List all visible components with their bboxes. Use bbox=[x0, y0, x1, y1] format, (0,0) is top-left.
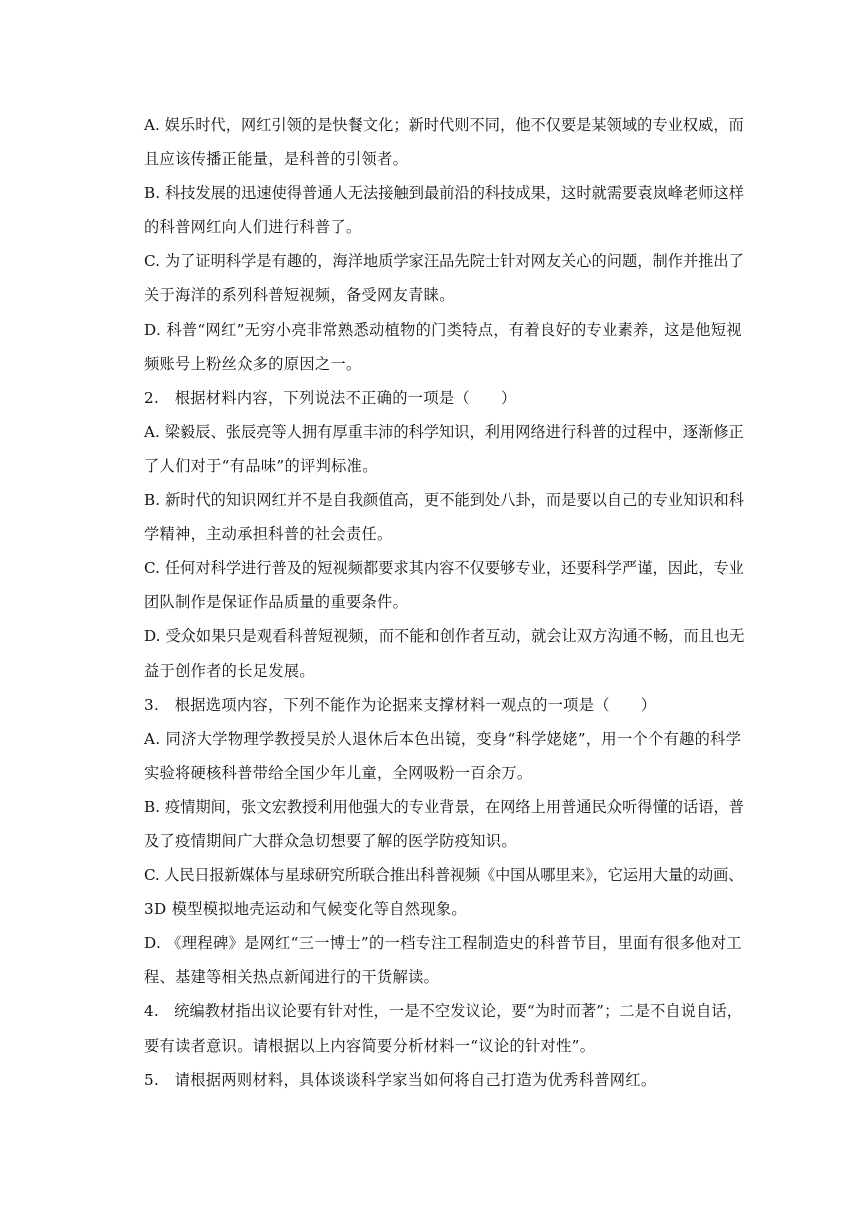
option-1a-line-1: A. 娱乐时代，网红引领的是快餐文化；新时代则不同，他不仅要是某领域的专业权威，而 bbox=[144, 116, 744, 134]
option-2d-line-1: D. 受众如果只是观看科普短视频，而不能和创作者互动，就会让双方沟通不畅，而且也无 bbox=[144, 627, 745, 646]
question-text-block bbox=[144, 108, 744, 1097]
option-3d-line-2: 程、基建等相关热点新闻进行的干货解读。 bbox=[144, 968, 440, 987]
question-4-line-1: 4. 统编教材指出议论要有针对性，一是不空发议论，要“为时而著”；二是不自说自话， bbox=[144, 1002, 743, 1021]
option-2c-line-1: C. 任何对科学进行普及的短视频都要求其内容不仅要够专业，还要科学严谨，因此，专业 bbox=[144, 559, 744, 578]
option-3b-line-2: 及了疫情期间广大群众急切想要了解的医学防疫知识。 bbox=[144, 831, 517, 850]
option-1c-line-1: C. 为了证明科学是有趣的，海洋地质学家汪品先院士针对网友关心的问题，制作并推出了 bbox=[144, 252, 744, 271]
option-2c-line-2: 团队制作是保证作品质量的重要条件。 bbox=[144, 593, 409, 612]
option-3a-line-2: 实验将硬核科普带给全国少年儿童，全网吸粉一百余万。 bbox=[144, 763, 533, 782]
option-3a-line-1: A. 同济大学物理学教授吴於人退休后本色出镜，变身“科学姥姥”，用一个个有趣的科学 bbox=[144, 729, 742, 748]
question-3-stem: 3. 根据选项内容，下列不能作为论据来支撑材料一观点的一项是（ ） bbox=[144, 695, 657, 714]
option-2a-line-2: 了人们对于“有品味”的评判标准。 bbox=[144, 456, 378, 475]
option-3b-line-1: B. 疫情期间，张文宏教授利用他强大的专业背景，在网络上用普通民众听得懂的话语，普 bbox=[144, 797, 744, 816]
option-3d-line-1: D. 《理程碑》是网红“三一博士”的一档专注工程制造史的科普节目，里面有很多他对工 bbox=[144, 934, 742, 953]
option-2b-line-2: 学精神，主动承担科普的社会责任。 bbox=[144, 525, 393, 544]
option-2b-line-1: B. 新时代的知识网红并不是自我颜值高，更不能到处八卦，而是要以自己的专业知识和科 bbox=[144, 491, 744, 510]
option-1a-line-2: 且应该传播正能量，是科普的引领者。 bbox=[144, 150, 409, 169]
option-3c-line-2: 3D 模型模拟地壳运动和气候变化等自然现象。 bbox=[144, 900, 467, 919]
question-5-stem: 5. 请根据两则材料，具体谈谈科学家当如何将自己打造为优秀科普网红。 bbox=[144, 1070, 657, 1089]
option-3c-line-1: C. 人民日报新媒体与星球研究所联合推出科普视频《中国从哪里来》，它运用大量的动画、 bbox=[144, 866, 744, 885]
option-1c-line-2: 关于海洋的系列科普短视频，备受网友青睐。 bbox=[144, 286, 455, 305]
option-1d-line-1: D. 科普“网红”无穷小亮非常熟悉动植物的门类特点，有着良好的专业素养，这是他短视 bbox=[144, 320, 742, 339]
option-1d-line-2: 频账号上粉丝众多的原因之一。 bbox=[144, 354, 362, 373]
option-2d-line-2: 益于创作者的长足发展。 bbox=[144, 661, 315, 680]
option-1b-line-2: 的科普网红向人们进行科普了。 bbox=[144, 218, 362, 237]
question-4-line-2: 要有读者意识。请根据以上内容简要分析材料一“议论的针对性”。 bbox=[144, 1036, 596, 1055]
option-2a-line-1: A. 梁毅辰、张辰亮等人拥有厚重丰沛的科学知识，利用网络进行科普的过程中，逐渐修正 bbox=[144, 422, 744, 441]
question-2-stem: 2. 根据材料内容，下列说法不正确的一项是（ ） bbox=[144, 388, 517, 407]
option-1b-line-1: B. 科技发展的迅速使得普通人无法接触到最前沿的科技成果，这时就需要袁岚峰老师这样 bbox=[144, 184, 744, 203]
